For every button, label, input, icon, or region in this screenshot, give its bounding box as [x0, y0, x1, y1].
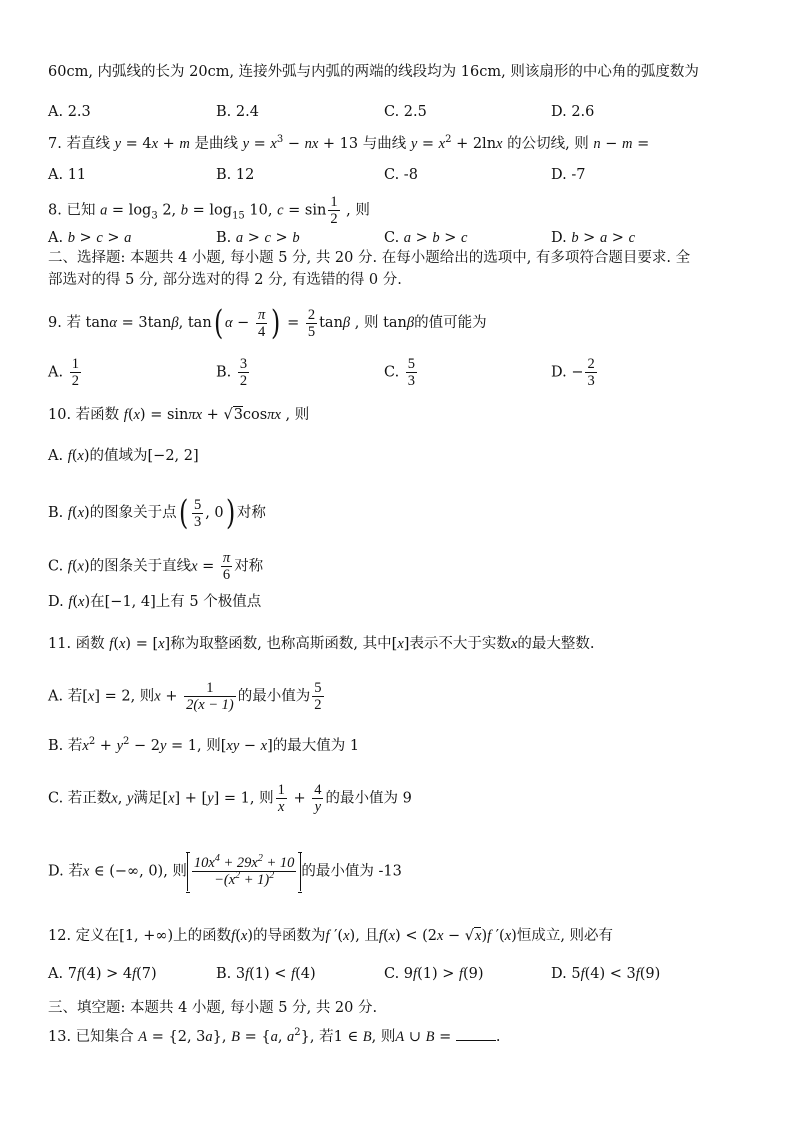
- q8-option-a: A. b > c > a: [48, 230, 132, 246]
- section2-heading-line2: 部选对的得 5 分, 部分选对的得 2 分, 有选错的得 0 分.: [48, 272, 402, 288]
- q10-question: 10. 若函数 f(x) = sinπx + √3cosπx , 则: [48, 407, 310, 423]
- q7-option-b: B. 12: [216, 167, 255, 183]
- q8-option-c: C. a > b > c: [384, 230, 468, 246]
- q10-option-c: C. f(x)的图条关于直线x = $\frac{\pi}{6}$ 对称: [48, 550, 264, 583]
- q10-option-a: A. f(x)的值域为[−2, 2]: [48, 448, 199, 464]
- q11-option-d: D. 若x ∈ (−∞, 0), 则 $\frac{10x^4 + 29x^2 + 10}{-(x^2 + 1)^2}$ 的最小值为 -13: [48, 852, 402, 891]
- q6-text: 60cm, 内弧线的长为 20cm, 连接外弧与内弧的两端的线段均为 16cm, 则该扇形的中心角的弧度数为: [48, 64, 699, 80]
- section2-heading-line1: 二、选择题: 本题共 4 小题, 每小题 5 分, 共 20 分. 在每小题给出的选项中, 有多项符合题目要求. 全: [48, 250, 691, 266]
- q6-option-a: A. 2.3: [48, 104, 91, 120]
- q7-question: 7. 若直线 y = 4x + m 是曲线 $y = x^3$ − nx + 13 与曲线 $y = x^2 + 2\ln x$ 的公切线, 则 n − m =: [48, 134, 650, 152]
- q7-option-a: A. 11: [48, 167, 87, 183]
- q11-option-a: A. 若[x] = 2, 则x + $\frac{1}{2(x - 1)}$ 的最小值为 $\frac{5}{2}$: [48, 680, 322, 713]
- q11-question: 11. 函数 f(x) = [x]称为取整函数, 也称高斯函数, 其中[x]表示不大于实数x的最大整数.: [48, 636, 595, 652]
- q12-option-b: B. 3f(1) < f(4): [216, 966, 316, 982]
- q6-option-d: D. 2.6: [551, 104, 595, 120]
- q11-option-b: B. 若$x^2 + y^2 - 2y = 1$, 则[xy − x]的最大值为 1: [48, 736, 360, 754]
- q10-option-d: D. f(x)在[−1, 4]上有 5 个极值点: [48, 594, 262, 610]
- q10-option-b: B. f(x)的图象关于点( $\frac{5}{3}$ , 0) 对称: [48, 493, 266, 533]
- q7-option-c: C. -8: [384, 167, 418, 183]
- q9-option-a: A. $\frac{1}{2}$: [48, 356, 79, 389]
- q8-option-b: B. a > c > b: [216, 230, 300, 246]
- q13-answer-blank[interactable]: [456, 1026, 496, 1041]
- q8-option-d: D. b > a > c: [551, 230, 636, 246]
- q6-option-b: B. 2.4: [216, 104, 259, 120]
- q6-option-c: C. 2.5: [384, 104, 427, 120]
- q7-option-d: D. -7: [551, 167, 586, 183]
- q9-question: 9. 若 tanα = 3tanβ, tan( α − $\frac{\pi}{4}$ ) = $\frac{2}{5}$ tanβ , 则 tanβ的值可能为: [48, 303, 487, 343]
- section3-heading: 三、填空题: 本题共 4 小题, 每小题 5 分, 共 20 分.: [48, 1000, 378, 1016]
- q12-option-d: D. 5f(4) < 3f(9): [551, 966, 661, 982]
- q9-option-b: B. $\frac{3}{2}$: [216, 356, 248, 389]
- q11-option-c: C. 若正数x, y满足[x] + [y] = 1, 则 $\frac{1}{x}$ + $\frac{4}{y}$ 的最小值为 9: [48, 782, 412, 815]
- q12-option-a: A. 7f(4) > 4f(7): [48, 966, 157, 982]
- q13-question: 13. 已知集合 A = {2, 3a}, B = {a, $a^2$}, 若1 ∈ B, 则A ∪ B = .: [48, 1027, 501, 1045]
- q8-question: 8. 已知 $a = \log_3 2$, $b = \log_{15} 10$, c = sin $\frac{1}{2}$ , 则: [48, 194, 370, 227]
- q12-question: 12. 定义在[1, +∞)上的函数f(x)的导函数为f ′(x), 且f(x) < (2x − √x)f ′(x)恒成立, 则必有: [48, 928, 614, 944]
- q9-option-d: D. − $\frac{2}{3}$: [551, 356, 595, 389]
- q12-option-c: C. 9f(1) > f(9): [384, 966, 484, 982]
- q9-option-c: C. $\frac{5}{3}$: [384, 356, 416, 389]
